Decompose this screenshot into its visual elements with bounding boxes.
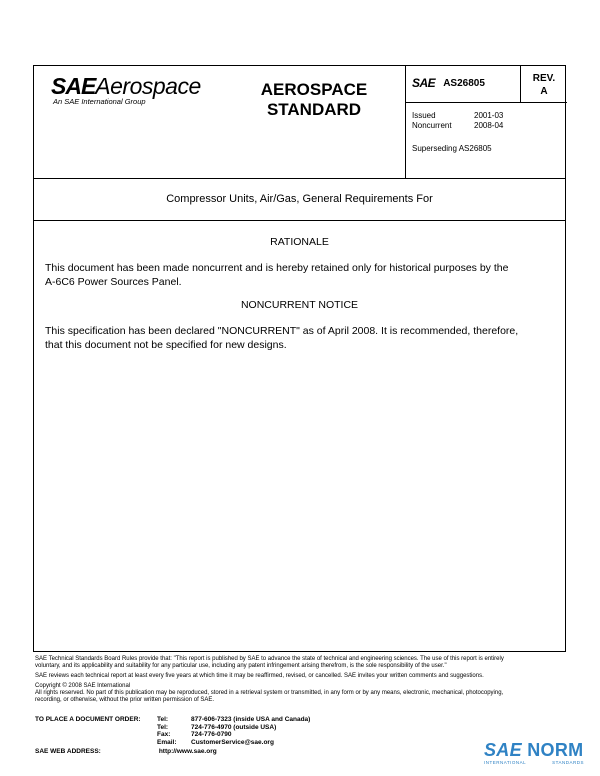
rationale-paragraph — [45, 261, 550, 289]
watermark-sae: SAE — [484, 740, 522, 760]
standard-title-line1: AEROSPACE — [260, 80, 368, 99]
revision-value: A — [540, 86, 548, 97]
noncurrent-notice-paragraph — [45, 324, 550, 352]
notice-line: that this document not be specified for new designs. — [45, 339, 287, 351]
rights-line: recording, or otherwise, without the prior written permission of SAE. — [35, 697, 215, 704]
tel-value[interactable]: 877-606-7323 (inside USA and Canada) — [191, 716, 311, 723]
web-label: SAE WEB ADDRESS: — [35, 748, 101, 755]
watermark-sub-right: STANDARDS — [552, 760, 584, 765]
sae-mini-logo: SAE — [412, 76, 436, 90]
document-title: Compressor Units, Air/Gas, General Requirements For — [166, 193, 433, 205]
watermark-norm: NORM — [527, 740, 584, 760]
revision-block — [521, 72, 567, 98]
standard-title-line2: STANDARD — [266, 100, 362, 119]
email-link[interactable]: CustomerService@sae.org — [191, 738, 274, 746]
sae-aerospace-logo — [51, 75, 201, 106]
standard-title — [234, 80, 394, 120]
sae-norm-watermark — [484, 741, 584, 765]
rationale-line: A-6C6 Power Sources Panel. — [45, 276, 182, 288]
copyright-notice — [35, 683, 568, 705]
rationale-heading: RATIONALE — [270, 236, 329, 248]
logo-sae-text: SAE — [51, 73, 96, 99]
docno-divider — [405, 102, 567, 103]
rules-notice — [35, 656, 568, 671]
order-contact-block — [35, 716, 310, 746]
superseding-text: Superseding AS26805 — [412, 144, 492, 153]
rules-line: voluntary, and its applicability and suitability for any particular use, including any patent infringement arising therefrom, is the sole responsibility of the user." — [35, 663, 447, 670]
noncurrent-value: 2008-04 — [474, 121, 504, 130]
review-notice: SAE reviews each technical report at least every five years at which time it may be reaffirmed, revised, or cancelled. SAE invites your written comments and suggestions. — [35, 673, 484, 680]
tel2-label: Tel: — [157, 723, 169, 731]
header-divider — [405, 66, 406, 178]
issued-value: 2001-03 — [474, 111, 504, 120]
tel-label: Tel: — [157, 716, 169, 723]
noncurrent-label: Noncurrent — [412, 121, 452, 130]
fax-value: 724-776-0790 — [191, 731, 232, 738]
document-frame — [33, 65, 566, 652]
document-number: AS26805 — [443, 77, 485, 89]
legal-footer — [35, 656, 568, 707]
title-bottom-rule — [34, 220, 565, 221]
order-label: TO PLACE A DOCUMENT ORDER: — [35, 716, 141, 723]
dates-block — [412, 111, 503, 131]
logo-subtitle: An SAE International Group — [53, 97, 146, 106]
document-number-block — [412, 76, 485, 90]
fax-label: Fax: — [157, 731, 171, 738]
watermark-sub-left: INTERNATIONAL — [484, 760, 527, 765]
copyright-line: Copyright © 2008 SAE International — [35, 682, 131, 689]
logo-aerospace-text: Aerospace — [95, 73, 201, 99]
tel2-value[interactable]: 724-776-4970 (outside USA) — [191, 723, 277, 731]
notice-line: This specification has been declared "NONCURRENT" as of April 2008. It is recommended, therefore, — [45, 325, 519, 337]
rationale-line: This document has been made noncurrent and is hereby retained only for historical purposes by the — [45, 262, 509, 274]
rights-line: All rights reserved. No part of this publication may be reproduced, stored in a retrieval system or transmitted, in any form or by any means, electronic, mechanical, photocopying, — [35, 690, 504, 697]
noncurrent-notice-heading: NONCURRENT NOTICE — [240, 299, 359, 311]
issued-label: Issued — [412, 111, 436, 120]
rules-line: SAE Technical Standards Board Rules provide that: "This report is published by SAE to advance the state of technical and engineering sciences. The use of this report is entirely — [35, 656, 504, 662]
header-bottom-rule — [34, 178, 565, 179]
revision-label: REV. — [532, 73, 556, 84]
email-label: Email: — [157, 738, 177, 746]
web-link[interactable]: http://www.sae.org — [158, 748, 217, 755]
web-address-row — [35, 748, 217, 755]
